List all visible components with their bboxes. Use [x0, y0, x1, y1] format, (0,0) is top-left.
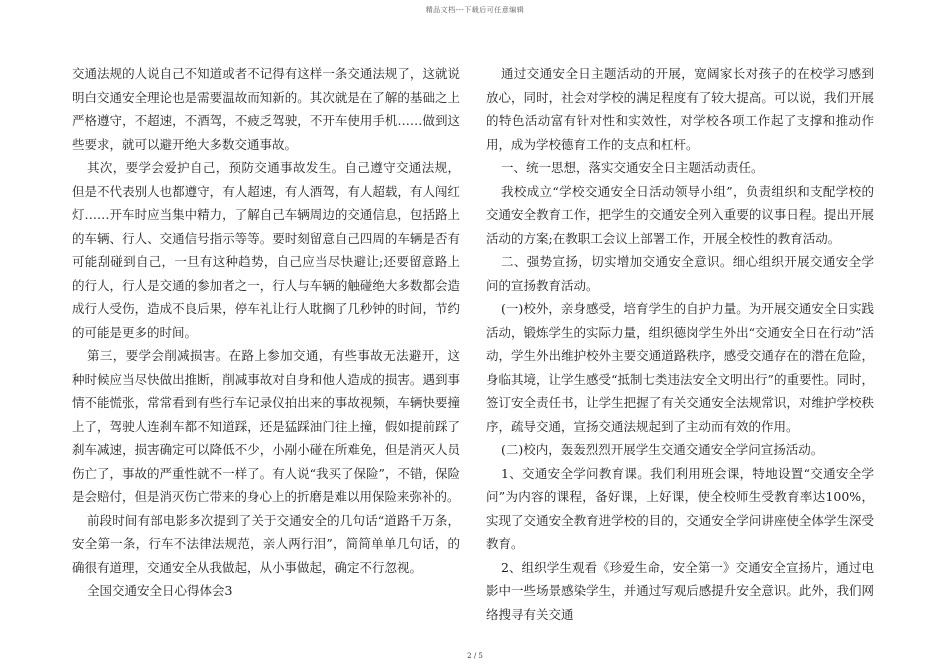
paragraph: (一)校外，亲身感受，培育学生的自护力量。为开展交通安全日实践活动，锻炼学生的实际力量，组织德岗学生外出“交通安全日在行动”活动，学生外出维护校外主要交通道路秩序，感受交通存在的潜在危险，身临其境，让学生感受“抵制七类违法安全文明出行”的重要性。同时，签订安全责任书，让学生把握了有关交通安全法规常识，对维护学校秩序，疏导交通，宣扬交通法规起到了主动而有效的作用。 — [486, 301, 874, 434]
paragraph: 前段时间有部电影多次提到了关于交通安全的几句话“道路千万条，安全第一条，行车不法律法规范，亲人两行泪”，简简单单几句话，的确很有道理，交通安全从我做起，从小事做起，确定不行忽视。 — [72, 512, 460, 575]
page-number: 2 / 5 — [467, 652, 483, 660]
paragraph: 其次，要学会爱护自己，预防交通事故发生。自己遵守交通法规，但是不代表别人也都遵守，有人超速，有人酒驾，有人超载，有人闯红灯……开车时应当集中精力，了解自己车辆周边的交通信息，包括路上的车辆、行人、交通信号指示等等。要时刻留意自己四周的车辆是否有可能刮碰到自己，一旦有这种趋势，自己应当尽快避让;还要留意路上的行人，行人是交通的参加者之一，行人与车辆的触碰绝大多数都会造成行人受伤，造成不良后果，停车礼让行人耽搁了几秒钟的时间，节约的可能是更多的时间。 — [72, 160, 460, 340]
paragraph: 一、统一思想，落实交通安全日主题活动责任。 — [501, 160, 764, 175]
right-text-column — [486, 62, 874, 626]
paragraph: (二)校内，轰轰烈烈开展学生交通交通安全学问宣扬活动。 — [501, 442, 824, 457]
paragraph: 我校成立“学校交通安全日活动领导小组”，负责组织和支配学校的交通安全教育工作，把学生的交通安全列入重要的议事日程。提出开展活动的方案;在教职工会议上部署工作，开展全校性的教育活动。 — [486, 183, 874, 246]
paragraph: 第三，要学会削减损害。在路上参加交通，有些事故无法避开，这种时候应当尽快做出推断，削减事故对自身和他人造成的损害。遇到事情不能慌张，常常看到有些行车记录仪拍出来的事故视频，车辆快要撞上了，驾驶人连刹车都不知道踩，还是猛踩油门往上撞，假如提前踩了刹车减速，损害确定可以降低不少，小剐小碰在所难免，但是消灭人员伤亡了，事故的严重性就不一样了。有人说“我买了保险”，不错，保险是会赔付，但是消灭伤亡带来的身心上的折磨是难以用保险来弥补的。 — [72, 348, 460, 504]
paragraph: 交通法规的人说自己不知道或者不记得有这样一条交通法规了，这就说明白交通安全理论也是需要温故而知新的。其次就是在了解的基础之上严格遵守，不超速，不酒驾，不疲乏驾驶，不开车使用手机……做到这些要求，就可以避开绝大多数交通事故。 — [72, 66, 460, 152]
paragraph: 二、强势宣扬，切实增加交通安全意识。细心组织开展交通安全学问的宣扬教育活动。 — [486, 254, 874, 293]
paragraph: 通过交通安全日主题活动的开展，宽阔家长对孩子的在校学习感到放心，同时，社会对学校的满足程度有了较大提高。可以说，我们开展的特色活动富有针对性和实效性，对学校各项工作起了支撑和推动作用，成为学校德育工作的支点和杠杆。 — [486, 66, 874, 152]
left-text-column — [72, 62, 460, 603]
paragraph: 1、交通安全学问教育课。我们利用班会课，特地设置“交通安全学问”为内容的课程，备好课，上好课，使全校师生受教育率达100%，实现了交通安全教育进学校的目的，交通安全学问讲座使全体学生深受教育。 — [486, 465, 874, 551]
page-header: 精品文档---下载后可任意编辑 — [425, 6, 525, 14]
paragraph: 全国交通安全日心得体会3 — [87, 583, 233, 598]
paragraph: 2、组织学生观看《珍爱生命，安全第一》交通安全宣扬片，通过电影中一些场景感染学生，并通过写观后感提升安全意识。此外，我们网络搜寻有关交通 — [486, 559, 874, 622]
